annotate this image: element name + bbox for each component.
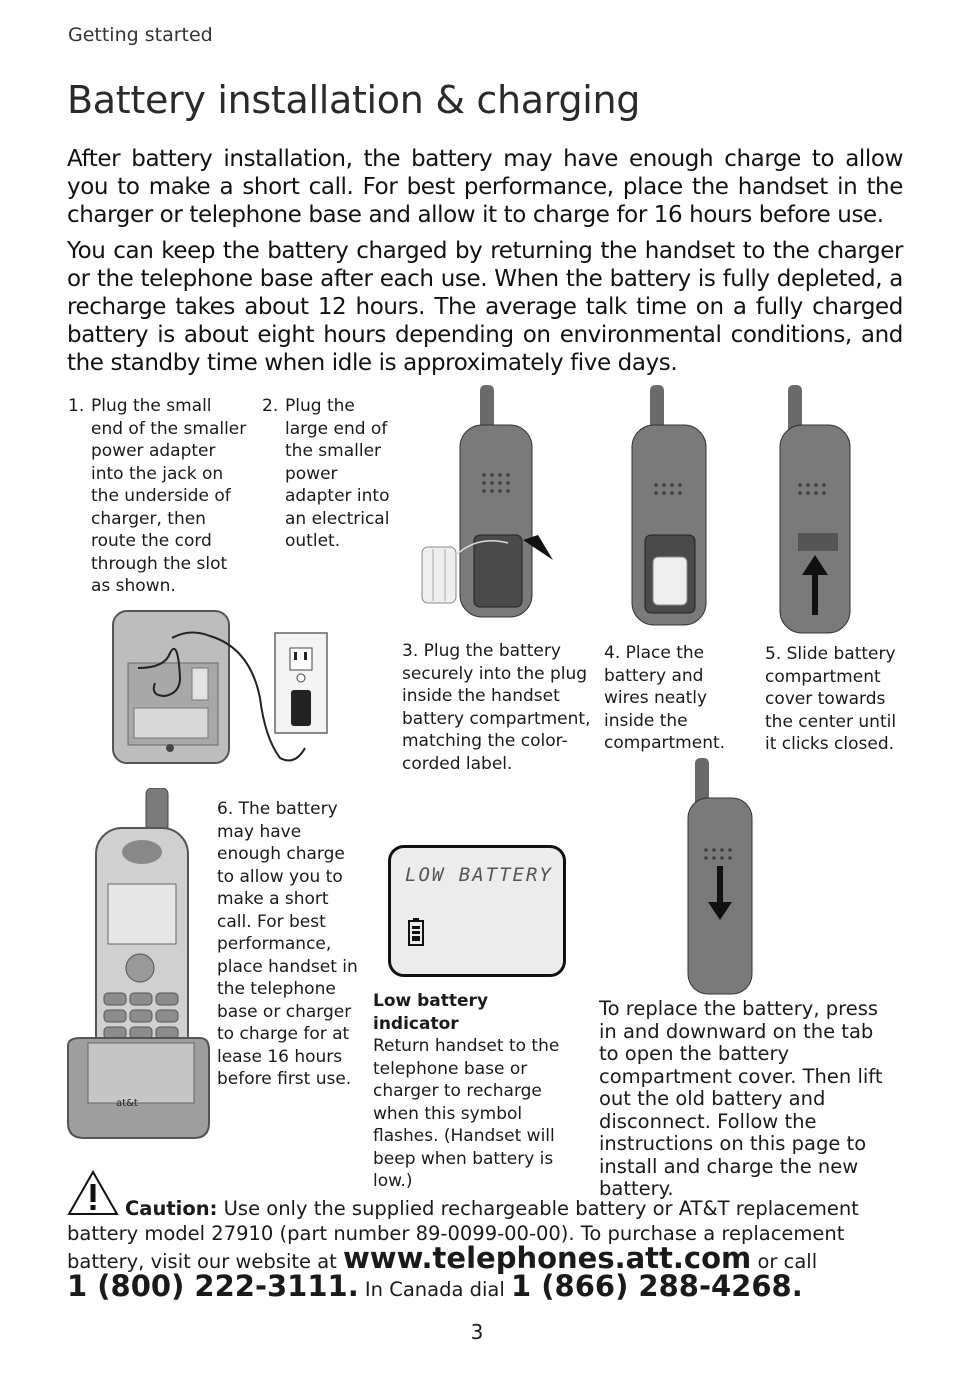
- intro-paragraph-1: After battery installation, the battery may have enough charge to allow you to make a short call. For best performance, place the handset in the charger or telephone base and allow it to charge for 16 hours before use.: [67, 146, 903, 228]
- caution-visit-text: visit our website at: [150, 1250, 337, 1273]
- handset-back-illustration-step-5: [770, 385, 860, 635]
- page-title: Battery installation & charging: [67, 78, 641, 122]
- handset-back-illustration-step-4: [620, 385, 720, 630]
- battery-icon: [408, 918, 424, 946]
- step-3-text: 3. Plug the battery securely into the plug inside the handset battery compartment, matching the color-corded label.: [402, 641, 591, 774]
- step-1: [68, 395, 248, 598]
- page-number: 3: [470, 1320, 484, 1344]
- caution-text: Use only the supplied rechargeable battery or AT&T replacement battery model 27910 (part number 89-0099-00-00). To purchase a replacement battery,: [67, 1197, 859, 1273]
- caution-block: [67, 1196, 897, 1302]
- step-1-text: Plug the small end of the smaller power adapter into the jack on the underside of charger, then route the cord through the slot as shown.: [91, 396, 247, 596]
- low-battery-screen-text: LOW BATTERY: [405, 864, 553, 886]
- step-5-text: 5. Slide battery compartment cover towards the center until it clicks closed.: [765, 644, 897, 754]
- website-link[interactable]: www.telephones.att.com: [343, 1241, 752, 1275]
- caution-canada-text: In Canada dial: [364, 1278, 505, 1301]
- charger-outlet-illustration: [110, 608, 335, 768]
- handset-cover-removal-illustration: [680, 758, 760, 996]
- low-battery-title: Low battery indicator: [373, 991, 489, 1034]
- low-battery-body: Return handset to the telephone base or charger to recharge when this symbol flashes. (Handset will beep when battery is low.): [373, 1036, 560, 1191]
- phone-number-us: 1 (800) 222-3111.: [67, 1269, 359, 1303]
- brand-logo: at&t: [116, 1098, 138, 1109]
- intro-paragraph-2: You can keep the battery charged by returning the handset to the charger or the telephone base after each use. When the battery is fully depleted, a recharge takes about 12 hours. The average talk time on a fully charged battery is about eight hours depending on environmental conditions, and the standby time when idle is approximately five days.: [67, 238, 903, 376]
- low-battery-screen: [388, 845, 566, 977]
- step-4-text: 4. Place the battery and wires neatly inside the compartment.: [604, 643, 726, 753]
- handset-back-illustration-step-3: [418, 385, 558, 625]
- low-battery-caption: [373, 990, 573, 1193]
- replace-battery-text: To replace the battery, press in and downward on the tab to open the battery compartment cover. Then lift out the old battery and disconnect. Follow the instructions on this page to install and charge the new battery.: [599, 997, 883, 1200]
- step-2: [262, 395, 397, 553]
- phone-number-canada: 1 (866) 288-4268.: [511, 1269, 803, 1303]
- step-2-text: Plug the large end of the smaller power adapter into an electrical outlet.: [285, 396, 390, 551]
- step-1-number: 1.: [68, 396, 85, 416]
- caution-call-text: or call: [757, 1250, 818, 1273]
- step-2-number: 2.: [262, 396, 279, 416]
- step-6-text: 6. The battery may have enough charge to allow you to make a short call. For best performance, place handset in the telephone base or charger to charge for at lease 16 hours before first use.: [217, 799, 358, 1089]
- section-header: Getting started: [68, 24, 213, 46]
- handset-in-charger-illustration: [66, 788, 211, 1143]
- caution-label: Caution:: [125, 1197, 218, 1220]
